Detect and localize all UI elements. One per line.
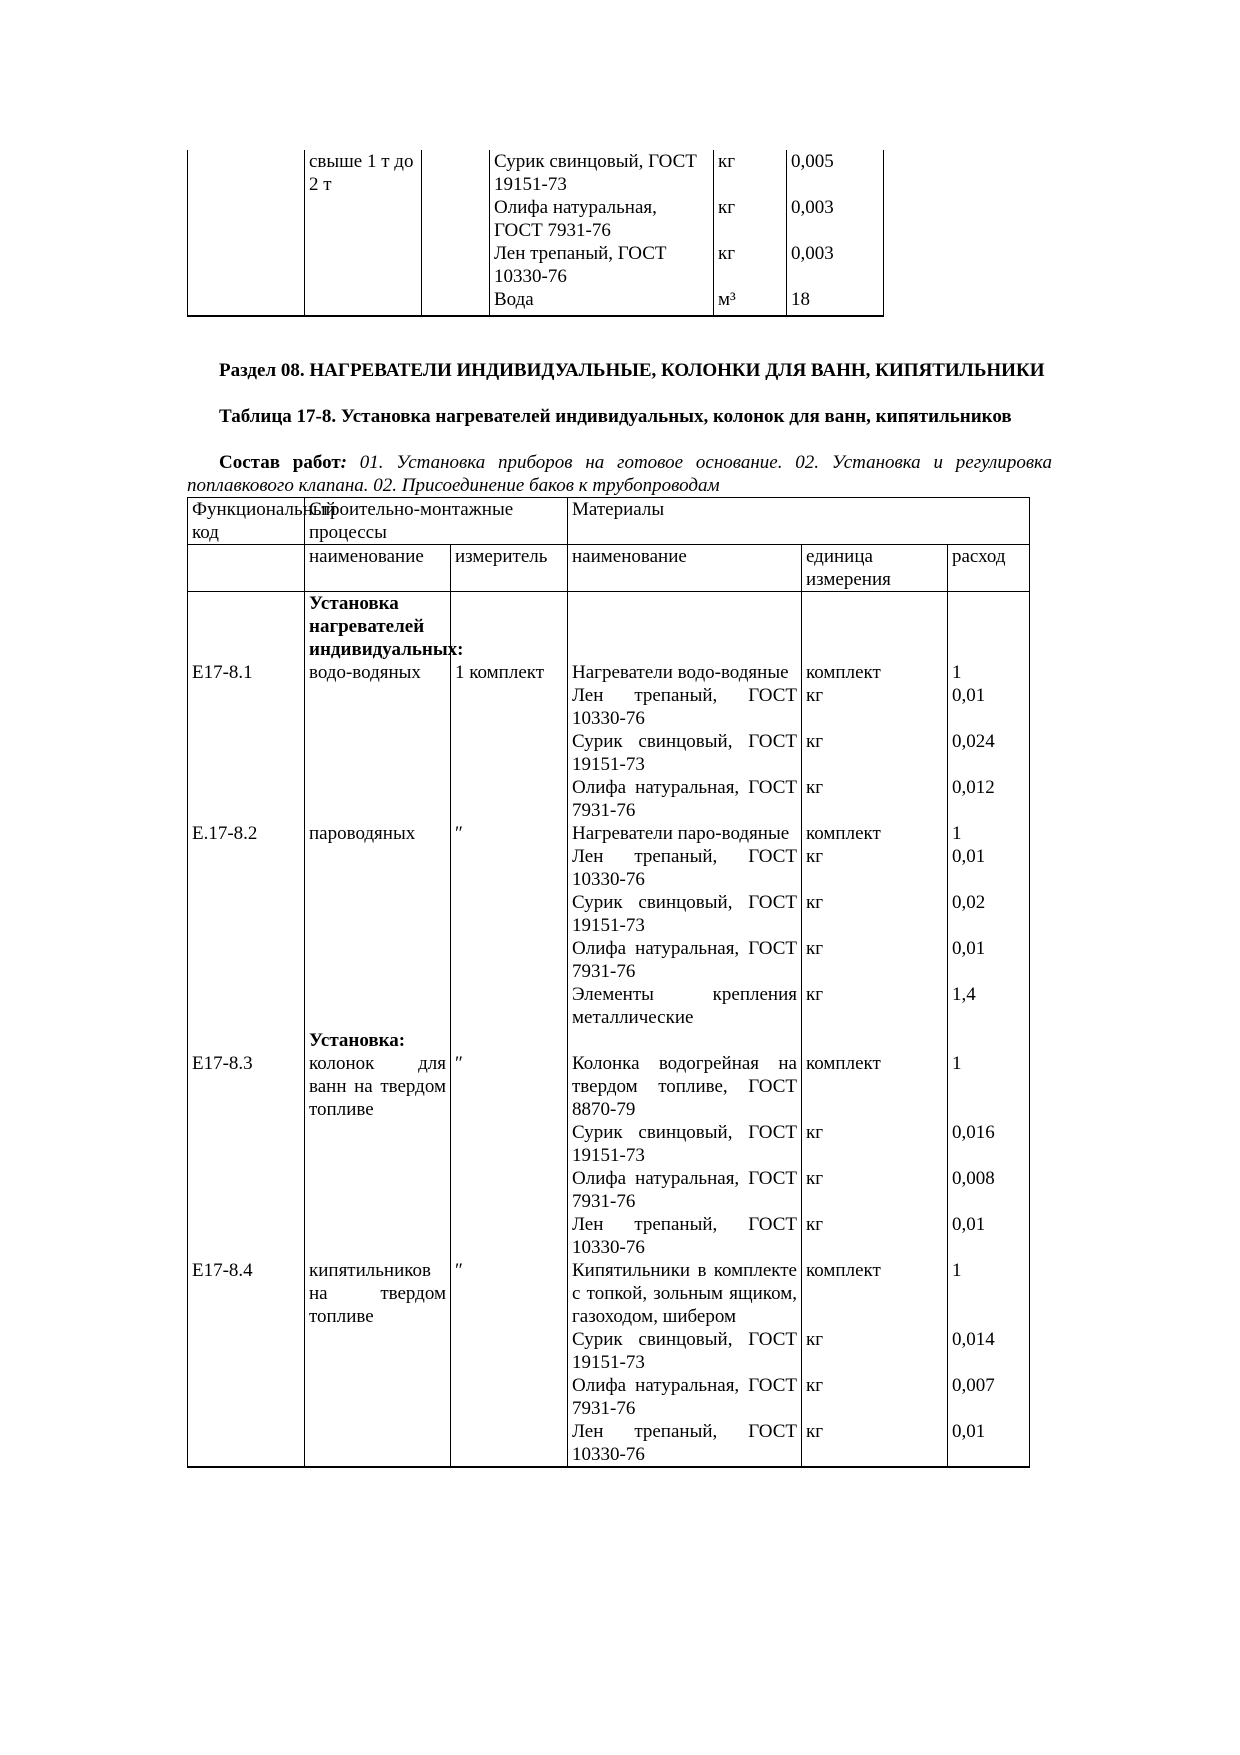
material-qty-cell: 0,02 (948, 891, 1030, 937)
process-name-cell (305, 242, 422, 288)
material-unit-cell: кг (802, 983, 948, 1029)
material-unit-cell: кг (802, 937, 948, 983)
material-qty-cell (948, 592, 1030, 662)
code-cell (188, 1029, 305, 1052)
code-cell (188, 1328, 305, 1374)
material-qty-cell: 1 (948, 822, 1030, 845)
material-name-cell: Сурик свинцовый, ГОСТ 19151-73 (568, 1121, 802, 1167)
material-unit-cell: кг (802, 730, 948, 776)
table-row (188, 937, 1030, 983)
process-unit-cell: ″ (451, 1259, 568, 1328)
subheader-material-qty: расход (948, 545, 1030, 592)
section-heading-text: Раздел 08. НАГРЕВАТЕЛИ ИНДИВИДУАЛЬНЫЕ, КОЛОНКИ ДЛЯ ВАНН, КИПЯТИЛЬНИКИ (219, 360, 1045, 381)
code-cell: Е17-8.4 (188, 1259, 305, 1328)
material-unit-cell: кг (802, 1121, 948, 1167)
process-name-cell (305, 776, 451, 822)
code-cell (188, 288, 305, 316)
table-row (188, 983, 1030, 1029)
table-row (188, 822, 1030, 845)
process-name-cell: пароводяных (305, 822, 451, 845)
table-row (188, 1328, 1030, 1374)
material-unit-cell: кг (802, 1213, 948, 1259)
material-qty-cell: 0,01 (948, 845, 1030, 891)
code-cell (188, 1167, 305, 1213)
material-name-cell: Кипятильники в комплекте с топкой, зольным ящиком, газоходом, шибером (568, 1259, 802, 1328)
subheader-empty (188, 545, 305, 592)
process-name-cell: колонок для ванн на твердом топливе (305, 1052, 451, 1121)
material-unit-cell: кг (714, 150, 787, 196)
material-name-cell: Сурик свинцовый, ГОСТ 19151-73 (490, 150, 714, 196)
material-unit-cell: кг (802, 1167, 948, 1213)
material-qty-cell: 0,014 (948, 1328, 1030, 1374)
material-name-cell: Элементы крепления металлические (568, 983, 802, 1029)
material-name-cell: Сурик свинцовый, ГОСТ 19151-73 (568, 1328, 802, 1374)
material-name-cell (568, 592, 802, 662)
material-unit-cell: кг (802, 1420, 948, 1467)
process-name-cell (305, 1121, 451, 1167)
process-unit-cell (451, 937, 568, 983)
subheader-material-name: наименование (568, 545, 802, 592)
section-heading (187, 359, 1052, 382)
code-cell (188, 684, 305, 730)
norms-table-body (188, 592, 1030, 1468)
material-unit-cell (802, 592, 948, 662)
process-unit-cell (451, 776, 568, 822)
work-composition-colon: : (340, 452, 347, 473)
process-unit-cell (451, 1121, 568, 1167)
process-name-cell (305, 891, 451, 937)
process-unit-cell (451, 845, 568, 891)
table-row (188, 1167, 1030, 1213)
material-qty-cell: 0,01 (948, 1420, 1030, 1467)
table-row (188, 1420, 1030, 1467)
process-unit-cell (451, 592, 568, 662)
material-qty-cell: 0,007 (948, 1374, 1030, 1420)
norms-table (187, 497, 1030, 1468)
code-cell (188, 150, 305, 196)
material-qty-cell: 1 (948, 1259, 1030, 1328)
material-name-cell: Олифа натуральная, ГОСТ 7931-76 (568, 1167, 802, 1213)
material-unit-cell: кг (802, 1374, 948, 1420)
process-name-cell (305, 1420, 451, 1467)
process-unit-cell: ″ (451, 1052, 568, 1121)
material-qty-cell: 0,01 (948, 1213, 1030, 1259)
table-row (188, 661, 1030, 684)
code-cell (188, 937, 305, 983)
process-unit-cell (451, 983, 568, 1029)
material-qty-cell (948, 1029, 1030, 1052)
process-unit-cell (451, 730, 568, 776)
material-qty-cell: 0,012 (948, 776, 1030, 822)
table-title (187, 405, 1052, 428)
code-cell (188, 592, 305, 662)
material-name-cell: Олифа натуральная, ГОСТ 7931-76 (490, 196, 714, 242)
work-composition (187, 451, 1052, 497)
material-qty-cell: 0,016 (948, 1121, 1030, 1167)
process-unit-cell: 1 комплект (451, 661, 568, 684)
continuation-table (187, 150, 884, 317)
process-unit-cell (451, 1167, 568, 1213)
material-unit-cell: м³ (714, 288, 787, 316)
table-subheader-row (188, 545, 1030, 592)
material-name-cell: Лен трепаный, ГОСТ 10330-76 (568, 1420, 802, 1467)
table-title-text: Таблица 17-8. Установка нагревателей индивидуальных, колонок для ванн, кипятильников (219, 406, 1012, 427)
table-row (188, 891, 1030, 937)
process-name-cell (305, 684, 451, 730)
process-name-cell (305, 1374, 451, 1420)
subheader-name: наименование (305, 545, 451, 592)
process-unit-cell (451, 684, 568, 730)
process-name-cell (305, 983, 451, 1029)
material-unit-cell: кг (802, 1328, 948, 1374)
material-name-cell: Колонка водогрейная на твердом топливе, ГОСТ 8870-79 (568, 1052, 802, 1121)
table-row (188, 1259, 1030, 1328)
process-unit-cell: ″ (451, 822, 568, 845)
material-name-cell: Лен трепаный, ГОСТ 10330-76 (490, 242, 714, 288)
material-name-cell: Нагреватели водо-водяные (568, 661, 802, 684)
subheader-material-unit: единица измерения (802, 545, 948, 592)
code-cell (188, 196, 305, 242)
table-row (188, 592, 1030, 662)
process-unit-cell (451, 1374, 568, 1420)
process-name-cell (305, 730, 451, 776)
process-name-cell (305, 196, 422, 242)
material-qty-cell: 1 (948, 661, 1030, 684)
material-unit-cell: кг (802, 684, 948, 730)
process-unit-cell (422, 242, 490, 288)
code-cell (188, 1213, 305, 1259)
material-name-cell: Олифа натуральная, ГОСТ 7931-76 (568, 1374, 802, 1420)
material-unit-cell: кг (714, 242, 787, 288)
table-row (188, 1121, 1030, 1167)
header-materials: Материалы (568, 498, 1030, 545)
material-name-cell (568, 1029, 802, 1052)
code-cell (188, 1374, 305, 1420)
table-row (188, 1213, 1030, 1259)
code-cell (188, 776, 305, 822)
material-qty-cell: 0,008 (948, 1167, 1030, 1213)
header-code: Функциональный код (188, 498, 305, 545)
header-processes: Строительно-монтажные процессы (305, 498, 568, 545)
material-unit-cell: кг (714, 196, 787, 242)
process-name-cell: Установка: (305, 1029, 451, 1052)
table-row (188, 776, 1030, 822)
work-composition-label: Состав работ (219, 452, 341, 473)
material-qty-cell: 1 (948, 1052, 1030, 1121)
material-qty-cell: 1,4 (948, 983, 1030, 1029)
table-row (188, 684, 1030, 730)
code-cell (188, 1420, 305, 1467)
material-name-cell: Сурик свинцовый, ГОСТ 19151-73 (568, 891, 802, 937)
material-qty-cell: 0,005 (787, 150, 884, 196)
material-unit-cell (802, 1029, 948, 1052)
material-qty-cell: 0,024 (948, 730, 1030, 776)
table-row (188, 1052, 1030, 1121)
material-unit-cell: кг (802, 845, 948, 891)
material-unit-cell: комплект (802, 1259, 948, 1328)
material-qty-cell: 0,01 (948, 684, 1030, 730)
material-name-cell: Лен трепаный, ГОСТ 10330-76 (568, 684, 802, 730)
material-unit-cell: комплект (802, 661, 948, 684)
table-row (188, 1029, 1030, 1052)
subheader-unit: измеритель (451, 545, 568, 592)
process-name-cell (305, 1167, 451, 1213)
process-unit-cell (422, 288, 490, 316)
code-cell (188, 983, 305, 1029)
material-qty-cell: 0,003 (787, 196, 884, 242)
table-row (188, 1374, 1030, 1420)
table-header-row (188, 498, 1030, 545)
table-row (188, 150, 884, 196)
code-cell (188, 242, 305, 288)
process-unit-cell (422, 150, 490, 196)
material-unit-cell: кг (802, 776, 948, 822)
material-qty-cell: 0,003 (787, 242, 884, 288)
process-name-cell: водо-водяных (305, 661, 451, 684)
process-name-cell (305, 288, 422, 316)
code-cell (188, 845, 305, 891)
code-cell: Е17-8.3 (188, 1052, 305, 1121)
code-cell (188, 1121, 305, 1167)
process-unit-cell (422, 196, 490, 242)
process-name-cell: кипятильников на твердом топливе (305, 1259, 451, 1328)
process-unit-cell (451, 1029, 568, 1052)
process-unit-cell (451, 1420, 568, 1467)
table-row (188, 845, 1030, 891)
table-row (188, 196, 884, 242)
table-row (188, 288, 884, 316)
code-cell (188, 730, 305, 776)
material-name-cell: Олифа натуральная, ГОСТ 7931-76 (568, 776, 802, 822)
material-unit-cell: кг (802, 891, 948, 937)
code-cell: Е.17-8.2 (188, 822, 305, 845)
material-unit-cell: комплект (802, 822, 948, 845)
process-name-cell (305, 845, 451, 891)
material-qty-cell: 18 (787, 288, 884, 316)
table-row (188, 242, 884, 288)
material-name-cell: Сурик свинцовый, ГОСТ 19151-73 (568, 730, 802, 776)
process-unit-cell (451, 1213, 568, 1259)
material-name-cell: Лен трепаный, ГОСТ 10330-76 (568, 1213, 802, 1259)
table-row (188, 730, 1030, 776)
work-composition-text: 01. Установка приборов на готовое основание. 02. Установка и регулировка поплавкового клапана. 02. Присоединение баков к трубопроводам (187, 452, 1052, 496)
process-name-cell (305, 1213, 451, 1259)
code-cell: Е17-8.1 (188, 661, 305, 684)
material-qty-cell: 0,01 (948, 937, 1030, 983)
material-name-cell: Лен трепаный, ГОСТ 10330-76 (568, 845, 802, 891)
process-name-cell (305, 937, 451, 983)
process-unit-cell (451, 891, 568, 937)
material-unit-cell: комплект (802, 1052, 948, 1121)
process-name-cell (305, 1328, 451, 1374)
material-name-cell: Вода (490, 288, 714, 316)
material-name-cell: Нагреватели паро-водяные (568, 822, 802, 845)
process-name-cell: Установка нагревателей индивидуальных: (305, 592, 451, 662)
material-name-cell: Олифа натуральная, ГОСТ 7931-76 (568, 937, 802, 983)
code-cell (188, 891, 305, 937)
process-unit-cell (451, 1328, 568, 1374)
process-name-cell: свыше 1 т до 2 т (305, 150, 422, 196)
continuation-table-body (188, 150, 884, 316)
